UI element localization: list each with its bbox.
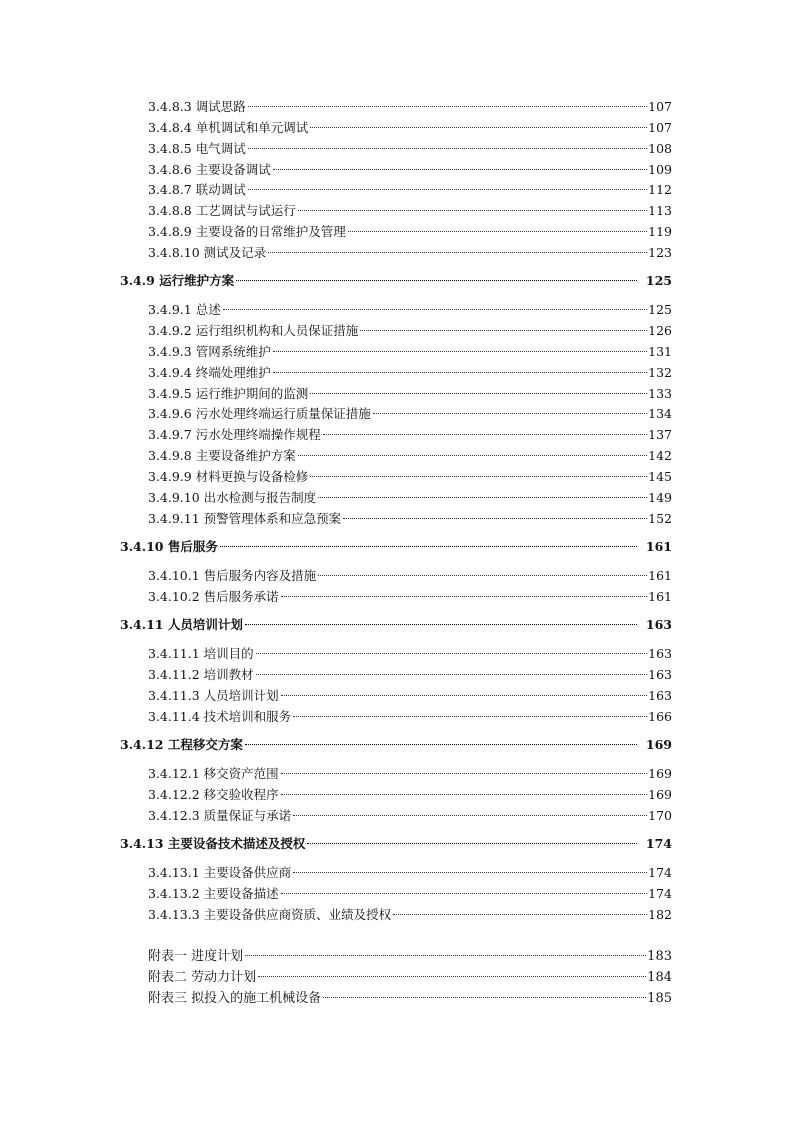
toc-subsection-entry[interactable]	[148, 180, 672, 200]
toc-subsection-entry[interactable]	[148, 139, 672, 159]
toc-entry-label: 3.4.8.7 联动调试	[148, 182, 246, 197]
toc-entry-page-number: 119	[648, 224, 672, 239]
toc-dot-leader	[307, 843, 637, 844]
toc-entry-label: 3.4.10.1 售后服务内容及措施	[148, 568, 317, 583]
toc-appendix-entry[interactable]	[148, 989, 672, 1009]
toc-dot-leader	[293, 872, 647, 873]
toc-dot-leader	[281, 596, 647, 597]
toc-subsection-entry[interactable]	[148, 384, 672, 404]
toc-entry-page-number: 161	[648, 589, 672, 604]
toc-entry-page-number: 109	[648, 162, 672, 177]
toc-subsection-entry[interactable]	[148, 243, 672, 263]
toc-entry-label: 3.4.9.1 总述	[148, 302, 221, 317]
toc-appendix-entry[interactable]	[148, 947, 672, 967]
toc-entry-page-number: 112	[648, 182, 672, 197]
toc-entry-label: 3.4.9.5 运行维护期间的监测	[148, 386, 309, 401]
toc-entry-page-number: 169	[645, 737, 672, 752]
toc-entry-page-number: 134	[648, 406, 672, 421]
toc-dot-leader	[258, 976, 646, 977]
toc-subsection-entry[interactable]	[148, 222, 672, 242]
toc-dot-leader	[293, 716, 647, 717]
toc-entry-label: 3.4.9.2 运行组织机构和人员保证措施	[148, 323, 359, 338]
toc-entry-label: 3.4.12.2 移交验收程序	[148, 787, 279, 802]
toc-entry-label: 3.4.11.4 技术培训和服务	[148, 709, 292, 724]
toc-entry-page-number: 161	[645, 539, 672, 554]
toc-entry-page-number: 132	[648, 365, 672, 380]
toc-appendix-entry[interactable]	[148, 968, 672, 988]
toc-subsection-entry[interactable]	[148, 342, 672, 362]
toc-dot-leader	[298, 210, 647, 211]
toc-entry-label: 3.4.11 人员培训计划	[120, 617, 243, 632]
toc-subsection-entry[interactable]	[148, 707, 672, 727]
toc-subsection-entry[interactable]	[148, 425, 672, 445]
toc-dot-leader	[318, 575, 647, 576]
toc-entry-page-number: 123	[648, 245, 672, 260]
toc-dot-leader	[298, 455, 647, 456]
toc-section-entry[interactable]	[120, 735, 672, 755]
toc-entry-label: 3.4.9.10 出水检测与报告制度	[148, 490, 317, 505]
toc-entry-label: 3.4.8.6 主要设备调试	[148, 162, 271, 177]
toc-entry-label: 3.4.11.3 人员培训计划	[148, 688, 279, 703]
toc-subsection-entry[interactable]	[148, 863, 672, 883]
toc-dot-leader	[256, 653, 647, 654]
toc-subsection-entry[interactable]	[148, 488, 672, 508]
toc-entry-label: 3.4.8.10 测试及记录	[148, 245, 267, 260]
toc-entry-page-number: 169	[648, 766, 672, 781]
toc-dot-leader	[245, 744, 637, 745]
toc-entry-label: 附表二 劳动力计划	[148, 970, 257, 985]
toc-subsection-entry[interactable]	[148, 321, 672, 341]
toc-subsection-entry[interactable]	[148, 467, 672, 487]
toc-entry-page-number: 170	[648, 808, 672, 823]
toc-entry-label: 附表三 拟投入的施工机械设备	[148, 991, 322, 1006]
toc-entry-label: 3.4.8.4 单机调试和单元调试	[148, 120, 309, 135]
toc-dot-leader	[348, 231, 647, 232]
toc-entry-label: 3.4.11.1 培训目的	[148, 646, 254, 661]
toc-dot-leader	[318, 497, 647, 498]
toc-entry-label: 3.4.9.9 材料更换与设备检修	[148, 469, 309, 484]
toc-entry-label: 附表一 进度计划	[148, 949, 244, 964]
toc-entry-label: 3.4.10 售后服务	[120, 539, 218, 554]
toc-entry-page-number: 174	[648, 865, 672, 880]
toc-entry-page-number: 182	[648, 907, 672, 922]
toc-dot-leader	[310, 127, 647, 128]
toc-entry-page-number: 169	[648, 787, 672, 802]
toc-entry-label: 3.4.9.11 预警管理体系和应急预案	[148, 511, 342, 526]
toc-entry-page-number: 184	[647, 970, 672, 985]
toc-dot-leader	[268, 252, 647, 253]
toc-entry-label: 3.4.13.3 主要设备供应商资质、业绩及授权	[148, 907, 392, 922]
toc-entry-label: 3.4.10.2 售后服务承诺	[148, 589, 279, 604]
toc-entry-page-number: 152	[648, 511, 672, 526]
toc-entry-label: 3.4.9.3 管网系统维护	[148, 344, 271, 359]
toc-subsection-entry[interactable]	[148, 566, 672, 586]
toc-entry-page-number: 163	[648, 667, 672, 682]
toc-entry-label: 3.4.8.3 调试思路	[148, 99, 246, 114]
toc-dot-leader	[273, 351, 647, 352]
toc-entry-page-number: 125	[648, 302, 672, 317]
toc-dot-leader	[310, 393, 647, 394]
toc-subsection-entry[interactable]	[148, 686, 672, 706]
toc-subsection-entry[interactable]	[148, 404, 672, 424]
toc-subsection-entry[interactable]	[148, 665, 672, 685]
toc-entry-page-number: 133	[648, 386, 672, 401]
toc-subsection-entry[interactable]	[148, 884, 672, 904]
toc-entry-label: 3.4.9 运行维护方案	[120, 273, 235, 288]
toc-entry-label: 3.4.13 主要设备技术描述及授权	[120, 836, 306, 851]
toc-dot-leader	[360, 330, 647, 331]
toc-dot-leader	[273, 169, 647, 170]
toc-entry-label: 3.4.12.3 质量保证与承诺	[148, 808, 292, 823]
toc-entry-page-number: 145	[648, 469, 672, 484]
toc-entry-label: 3.4.9.8 主要设备维护方案	[148, 448, 296, 463]
toc-dot-leader	[273, 372, 647, 373]
toc-subsection-entry[interactable]	[148, 806, 672, 826]
toc-entry-label: 3.4.13.1 主要设备供应商	[148, 865, 292, 880]
toc-entry-page-number: 126	[648, 323, 672, 338]
toc-entry-page-number: 183	[647, 949, 672, 964]
toc-subsection-entry[interactable]	[148, 587, 672, 607]
toc-dot-leader	[245, 624, 637, 625]
toc-entry-page-number: 161	[648, 568, 672, 583]
toc-subsection-entry[interactable]	[148, 644, 672, 664]
toc-section-entry[interactable]	[120, 615, 672, 635]
toc-entry-label: 3.4.13.2 主要设备描述	[148, 886, 279, 901]
toc-subsection-entry[interactable]	[148, 363, 672, 383]
toc-section-entry[interactable]	[120, 271, 672, 291]
toc-entry-page-number: 125	[645, 273, 672, 288]
toc-subsection-entry[interactable]	[148, 785, 672, 805]
toc-dot-leader	[343, 518, 647, 519]
toc-entry-page-number: 137	[648, 427, 672, 442]
toc-entry-page-number: 174	[645, 836, 672, 851]
toc-entry-label: 3.4.9.6 污水处理终端运行质量保证措施	[148, 406, 371, 421]
toc-section-entry[interactable]	[120, 834, 672, 854]
toc-dot-leader	[248, 106, 647, 107]
toc-dot-leader	[293, 815, 647, 816]
toc-subsection-entry[interactable]	[148, 160, 672, 180]
toc-dot-leader	[256, 674, 647, 675]
toc-entry-page-number: 185	[647, 991, 672, 1006]
toc-entry-page-number: 113	[648, 203, 672, 218]
toc-entry-page-number: 142	[648, 448, 672, 463]
toc-dot-leader	[220, 546, 637, 547]
toc-dot-leader	[310, 476, 647, 477]
toc-dot-leader	[281, 695, 647, 696]
toc-dot-leader	[248, 148, 647, 149]
toc-dot-leader	[373, 413, 647, 414]
toc-subsection-entry[interactable]	[148, 201, 672, 221]
toc-entry-label: 3.4.9.7 污水处理终端操作规程	[148, 427, 321, 442]
toc-dot-leader	[248, 189, 647, 190]
toc-entry-page-number: 163	[648, 646, 672, 661]
toc-dot-leader	[323, 434, 647, 435]
toc-subsection-entry[interactable]	[148, 300, 672, 320]
toc-entry-label: 3.4.9.4 终端处理维护	[148, 365, 271, 380]
toc-subsection-entry[interactable]	[148, 509, 672, 529]
toc-entry-page-number: 166	[648, 709, 672, 724]
toc-dot-leader	[245, 955, 646, 956]
toc-subsection-entry[interactable]	[148, 764, 672, 784]
toc-section-entry[interactable]	[120, 537, 672, 557]
toc-entry-label: 3.4.8.8 工艺调试与试运行	[148, 203, 296, 218]
toc-dot-leader	[223, 309, 647, 310]
toc-dot-leader	[281, 773, 647, 774]
toc-dot-leader	[281, 794, 647, 795]
toc-subsection-entry[interactable]	[148, 97, 672, 117]
toc-entry-label: 3.4.11.2 培训教材	[148, 667, 254, 682]
toc-dot-leader	[236, 280, 637, 281]
toc-dot-leader	[323, 997, 646, 998]
toc-entry-page-number: 131	[648, 344, 672, 359]
toc-entry-label: 3.4.12 工程移交方案	[120, 737, 243, 752]
toc-subsection-entry[interactable]	[148, 446, 672, 466]
toc-entry-label: 3.4.12.1 移交资产范围	[148, 766, 279, 781]
toc-entry-page-number: 174	[648, 886, 672, 901]
toc-entry-page-number: 163	[645, 617, 672, 632]
toc-entry-label: 3.4.8.5 电气调试	[148, 141, 246, 156]
toc-dot-leader	[281, 893, 647, 894]
toc-entry-page-number: 163	[648, 688, 672, 703]
toc-subsection-entry[interactable]	[148, 905, 672, 925]
toc-entry-page-number: 107	[648, 120, 672, 135]
toc-dot-leader	[393, 914, 647, 915]
toc-entry-label: 3.4.8.9 主要设备的日常维护及管理	[148, 224, 346, 239]
toc-entry-page-number: 149	[648, 490, 672, 505]
toc-entry-page-number: 107	[648, 99, 672, 114]
toc-entry-page-number: 108	[648, 141, 672, 156]
toc-subsection-entry[interactable]	[148, 118, 672, 138]
